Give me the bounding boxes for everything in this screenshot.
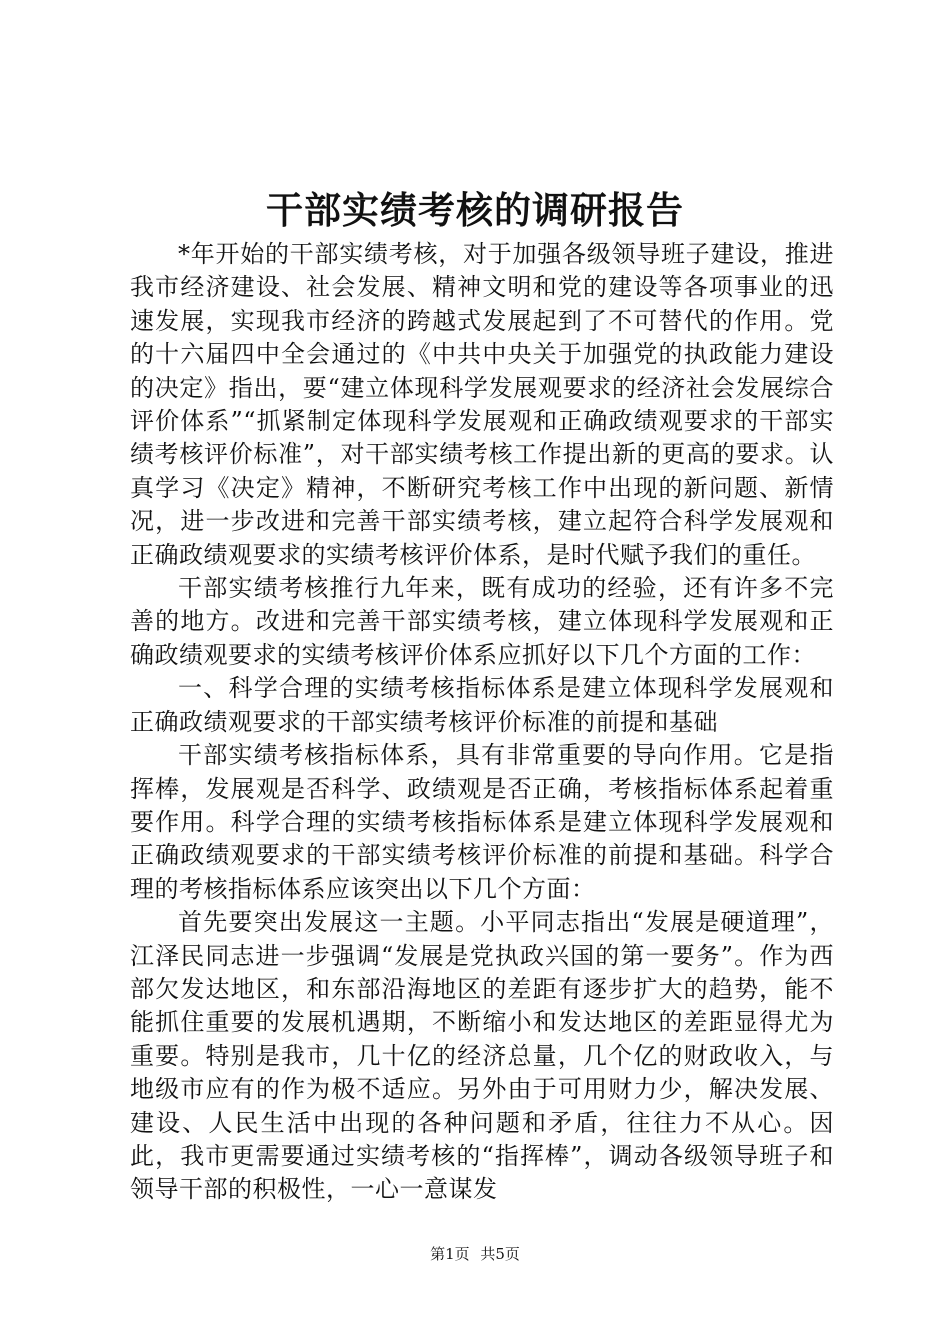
paragraph-intro: *年开始的干部实绩考核，对于加强各级领导班子建设，推进我市经济建设、社会发展、精神文明和党的建设等各项事业的迅速发展，实现我市经济的跨越式发展起到了不可替代的作用。党的十六届四中全会通过的《中共中央关于加强党的执政能力建设的决定》指出，要“建立体现科学发展观要求的经济社会发展综合评价体系”“抓紧制定体现科学发展观和正确政绩观要求的干部实绩考核评价标准”，对干部实绩考核工作提出新的更高的要求。认真学习《决定》精神，不断研究考核工作中出现的新问题、新情况，进一步改进和完善干部实绩考核，建立起符合科学发展观和正确政绩观要求的实绩考核评价体系，是时代赋予我们的重任。 <box>130 240 834 569</box>
document-title: 干部实绩考核的调研报告 <box>266 188 684 232</box>
page-total: 共5页 <box>480 1245 520 1263</box>
paragraph-overview: 干部实绩考核推行九年来，既有成功的经验，还有许多不完善的地方。改进和完善干部实绩考核，建立体现科学发展观和正确政绩观要求的实绩考核评价体系应抓好以下几个方面的工作： <box>130 574 834 669</box>
page-number: 第1页 <box>430 1245 470 1263</box>
paragraph-indicator-system: 干部实绩考核指标体系，具有非常重要的导向作用。它是指挥棒，发展观是否科学、政绩观是否正确，考核指标体系起着重要作用。科学合理的实绩考核指标体系是建立体现科学发展观和正确政绩观要求的干部实绩考核评价标准的前提和基础。科学合理的考核指标体系应该突出以下几个方面： <box>130 741 834 903</box>
page-footer <box>0 1244 950 1264</box>
document-body <box>130 238 834 1207</box>
paragraph-development: 首先要突出发展这一主题。小平同志指出“发展是硬道理”，江泽民同志进一步强调“发展是党执政兴国的第一要务”。作为西部欠发达地区，和东部沿海地区的差距有逐步扩大的趋势，能不能抓住重要的发展机遇期，不断缩小和发达地区的差距显得尤为重要。特别是我市，几十亿的经济总量，几个亿的财政收入，与地级市应有的作为极不适应。另外由于可用财力少，解决发展、建设、人民生活中出现的各种问题和矛盾，往往力不从心。因此，我市更需要通过实绩考核的“指挥棒”，调动各级领导班子和领导干部的积极性，一心一意谋发 <box>130 908 834 1204</box>
section-heading-1: 一、科学合理的实绩考核指标体系是建立体现科学发展观和正确政绩观要求的干部实绩考核评价标准的前提和基础 <box>130 674 834 736</box>
